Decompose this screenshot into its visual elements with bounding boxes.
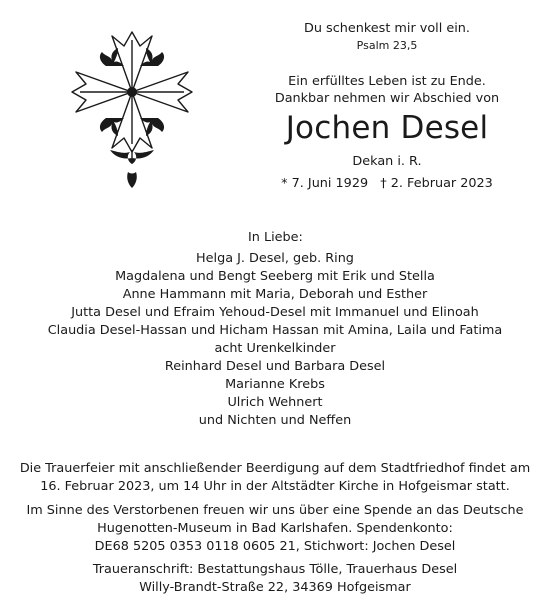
mourner-line: Marianne Krebs bbox=[225, 377, 325, 392]
mourners-label: In Liebe: bbox=[248, 230, 303, 245]
deceased-name: Jochen Desel bbox=[285, 110, 489, 146]
mourner-line: Anne Hammann mit Maria, Deborah und Esther bbox=[122, 287, 428, 302]
donation-line-1: Im Sinne des Verstorbenen freuen wir uns über eine Spende an das Deutsche bbox=[26, 503, 524, 518]
mourner-line: Magdalena und Bengt Seeberg mit Erik und Stella bbox=[115, 269, 435, 284]
mourner-line: Helga J. Desel, geb. Ring bbox=[196, 251, 354, 266]
verse-source: Psalm 23,5 bbox=[356, 39, 418, 52]
mourner-line: acht Urenkelkinder bbox=[214, 341, 336, 356]
address-line-1: Traueranschrift: Bestattungshaus Tölle, Trauerhaus Desel bbox=[92, 562, 458, 577]
intro-line-2: Dankbar nehmen wir Abschied von bbox=[274, 91, 500, 106]
address-line-2: Willy-Brandt-Straße 22, 34369 Hofgeismar bbox=[139, 580, 411, 595]
huguenot-cross-icon bbox=[62, 22, 202, 192]
verse-text: Du schenkest mir voll ein. bbox=[304, 21, 470, 36]
donation-line-2: Hugenotten-Museum in Bad Karlshafen. Spendenkonto: bbox=[97, 521, 453, 536]
donation-line-3: DE68 5205 0353 0118 0605 21, Stichwort: Jochen Desel bbox=[94, 539, 456, 554]
mourner-line: Claudia Desel-Hassan und Hicham Hassan mit Amina, Laila und Fatima bbox=[47, 323, 503, 338]
deceased-title: Dekan i. R. bbox=[352, 154, 422, 169]
mourner-line: Jutta Desel und Efraim Yehoud-Desel mit Immanuel und Elinoah bbox=[71, 305, 479, 320]
mourner-line: Reinhard Desel und Barbara Desel bbox=[164, 359, 386, 374]
intro-line-1: Ein erfülltes Leben ist zu Ende. bbox=[288, 74, 486, 89]
funeral-line-2: 16. Februar 2023, um 14 Uhr in der Altstädter Kirche in Hofgeismar statt. bbox=[40, 479, 510, 494]
funeral-line-1: Die Trauerfeier mit anschließender Beerdigung auf dem Stadtfriedhof findet am bbox=[19, 461, 531, 476]
mourner-line: Ulrich Wehnert bbox=[227, 395, 323, 410]
mourner-line: und Nichten und Neffen bbox=[198, 413, 352, 428]
deceased-dates: * 7. Juni 1929 † 2. Februar 2023 bbox=[281, 176, 493, 191]
